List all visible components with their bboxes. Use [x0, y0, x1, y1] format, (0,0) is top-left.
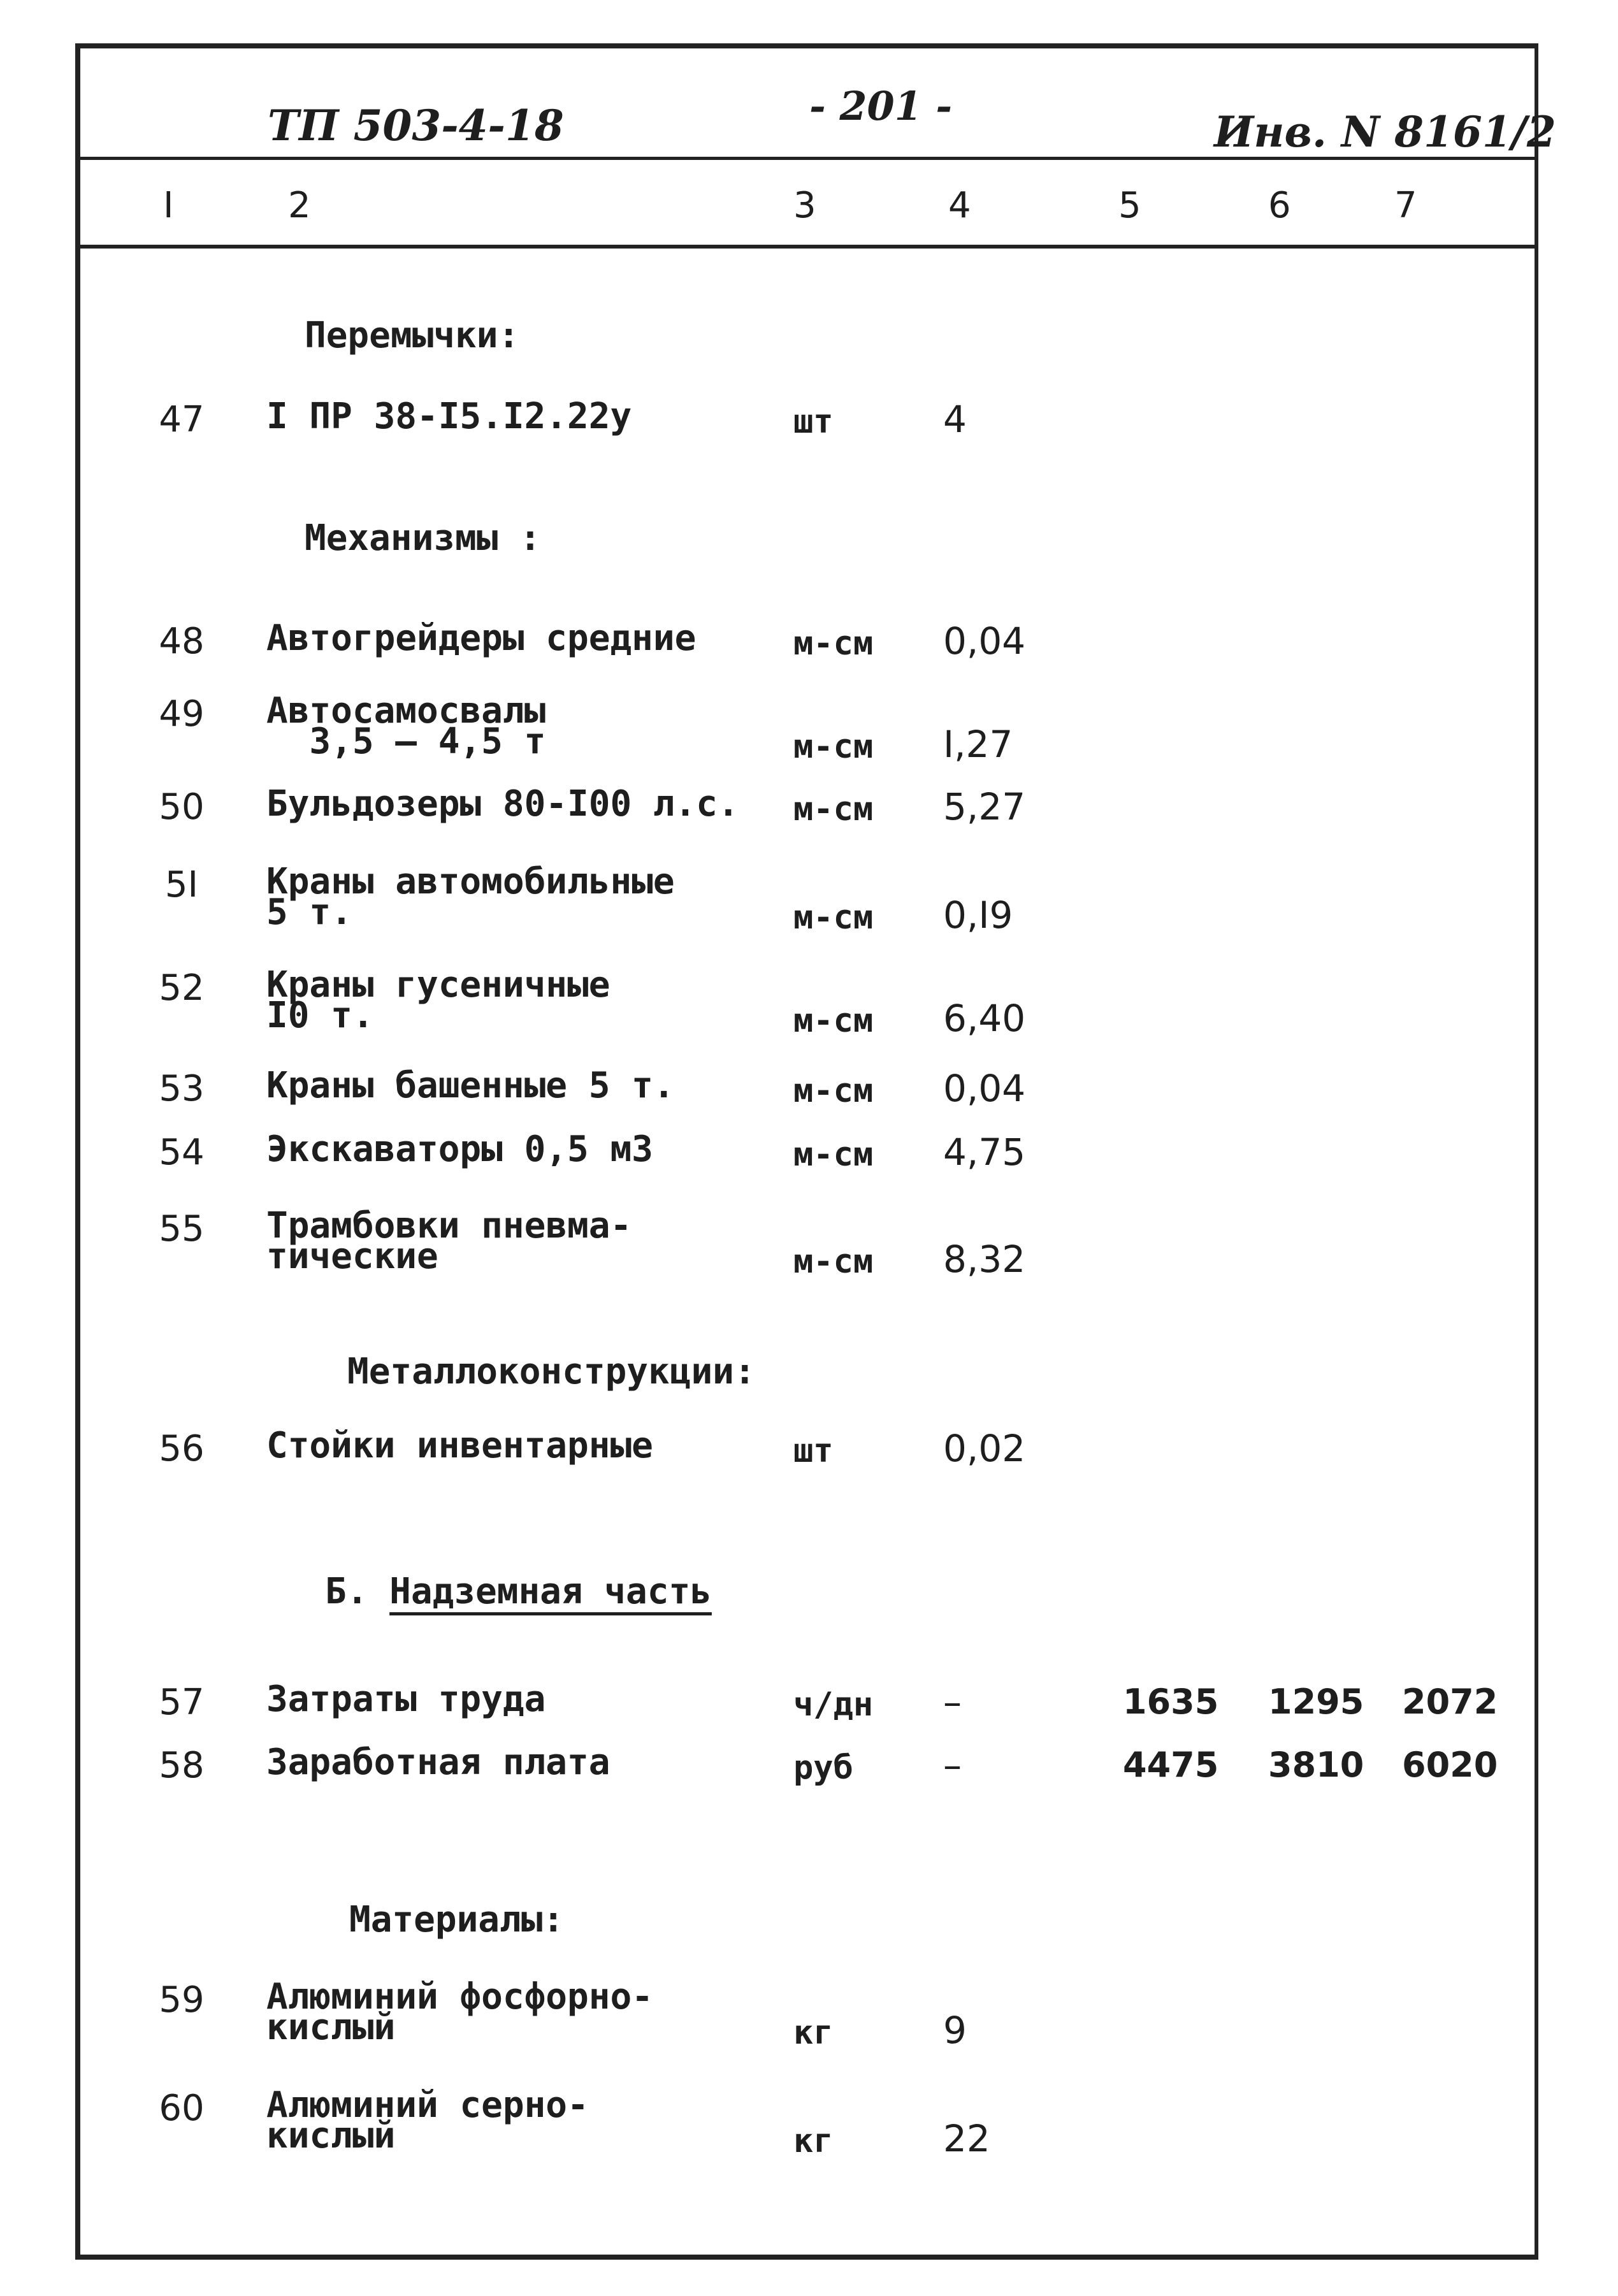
row-name	[266, 1976, 653, 2048]
column-header-7: 7	[1394, 185, 1417, 226]
row-name-line: кислый	[266, 2115, 396, 2156]
row-name	[266, 1425, 653, 1466]
row-number: 5I	[164, 864, 199, 906]
row-unit: ч/дн	[793, 1686, 874, 1724]
row-name-line: Экскаваторы 0,5 м3	[266, 1129, 653, 1170]
row-name-line: Заработная плата	[266, 1742, 610, 1783]
row-value-5: 1635	[1123, 1682, 1219, 1722]
section-prefix: Б.	[325, 1571, 368, 1612]
row-number: 60	[159, 2088, 205, 2129]
row-number: 47	[159, 399, 205, 440]
section-heading: Перемычки:	[305, 315, 520, 356]
row-unit: руб	[793, 1749, 853, 1787]
row-quantity: 6,40	[943, 997, 1026, 1040]
section-heading	[325, 1571, 712, 1612]
row-name	[266, 964, 610, 1036]
row-value-7: 2072	[1402, 1682, 1498, 1722]
column-header-1: I	[163, 185, 174, 226]
row-quantity: 9	[943, 2009, 967, 2052]
row-number: 53	[159, 1068, 205, 1109]
row-quantity: 0,04	[943, 1067, 1026, 1110]
inventory-number: Инв. N 8161/2	[1214, 107, 1556, 157]
row-name-line: Автосамосвалы	[266, 690, 546, 732]
row-unit: м-см	[793, 1243, 874, 1281]
row-unit: шт	[793, 403, 834, 441]
row-unit: кг	[793, 2014, 834, 2052]
row-unit: шт	[793, 1432, 834, 1470]
row-name	[266, 1742, 610, 1783]
column-header-5: 5	[1118, 185, 1141, 226]
row-unit: м-см	[793, 1002, 874, 1040]
row-quantity: 4	[943, 398, 967, 441]
doc-code: ТП 503-4-18	[268, 101, 564, 150]
column-header-rule	[75, 245, 1538, 249]
row-name	[266, 617, 697, 659]
header-rule	[75, 157, 1538, 160]
row-number: 55	[159, 1208, 205, 1250]
row-unit: м-см	[793, 728, 874, 766]
row-name-line: тические	[266, 1236, 438, 1277]
row-name-line: Затраты труда	[266, 1679, 546, 1720]
row-unit: кг	[793, 2122, 834, 2160]
row-name	[266, 783, 739, 825]
row-number: 52	[159, 967, 205, 1009]
section-heading: Материалы:	[349, 1899, 565, 1940]
row-name	[266, 2084, 589, 2156]
row-number: 57	[159, 1682, 205, 1723]
row-name-line: Краны башенные 5 т.	[266, 1065, 675, 1106]
row-name-line: 3,5 – 4,5 т	[266, 721, 546, 762]
row-name-line: I ПР 38-I5.I2.22у	[266, 396, 632, 437]
row-value-6: 1295	[1268, 1682, 1364, 1722]
row-quantity: 22	[943, 2117, 990, 2160]
row-name-line: I0 т.	[266, 995, 374, 1036]
row-name	[266, 1205, 632, 1277]
row-number: 59	[159, 1979, 205, 2021]
row-name-line: Алюминий фосфорно-	[266, 1976, 653, 2018]
row-value-7: 6020	[1402, 1745, 1498, 1785]
page-number: - 201 -	[809, 83, 953, 129]
section-heading: Механизмы :	[305, 517, 541, 559]
column-header-3: 3	[793, 185, 816, 226]
row-quantity: I,27	[943, 723, 1013, 766]
row-unit: м-см	[793, 625, 874, 663]
row-name-line: Автогрейдеры средние	[266, 617, 697, 659]
row-number: 56	[159, 1428, 205, 1469]
row-name-line: кислый	[266, 2007, 396, 2048]
row-quantity: 0,04	[943, 619, 1026, 663]
row-name-line: Краны гусеничные	[266, 964, 610, 1006]
row-name-line: Краны автомобильные	[266, 861, 675, 902]
row-number: 50	[159, 786, 205, 828]
row-quantity: 5,27	[943, 785, 1026, 828]
row-name-line: Трамбовки пневма-	[266, 1205, 632, 1246]
row-number: 48	[159, 621, 205, 662]
column-header-4: 4	[948, 185, 971, 226]
row-value-6: 3810	[1268, 1745, 1364, 1785]
row-name	[266, 396, 632, 437]
row-name-line: Стойки инвентарные	[266, 1425, 653, 1466]
row-quantity: 0,02	[943, 1427, 1026, 1470]
row-quantity: 0,I9	[943, 893, 1013, 937]
section-title: Надземная часть	[389, 1571, 712, 1612]
row-unit: м-см	[793, 899, 874, 937]
row-name-line: Бульдозеры 80-I00 л.с.	[266, 783, 739, 825]
row-number: 58	[159, 1745, 205, 1786]
column-header-6: 6	[1268, 185, 1291, 226]
section-heading: Металлоконструкции:	[347, 1351, 756, 1392]
column-header-2: 2	[288, 185, 311, 226]
row-name	[266, 1129, 653, 1170]
row-unit: м-см	[793, 790, 874, 828]
row-name	[266, 1679, 546, 1720]
row-name	[266, 690, 546, 762]
row-quantity: –	[943, 1680, 962, 1724]
row-number: 49	[159, 693, 205, 735]
row-quantity: 8,32	[943, 1238, 1026, 1281]
row-unit: м-см	[793, 1136, 874, 1174]
row-unit: м-см	[793, 1072, 874, 1110]
row-name-line: 5 т.	[266, 892, 352, 933]
row-number: 54	[159, 1132, 205, 1173]
row-name-line: Алюминий серно-	[266, 2084, 589, 2126]
row-value-5: 4475	[1123, 1745, 1219, 1785]
row-name	[266, 1065, 675, 1106]
row-quantity: –	[943, 1744, 962, 1787]
row-name	[266, 861, 675, 933]
row-quantity: 4,75	[943, 1130, 1026, 1174]
